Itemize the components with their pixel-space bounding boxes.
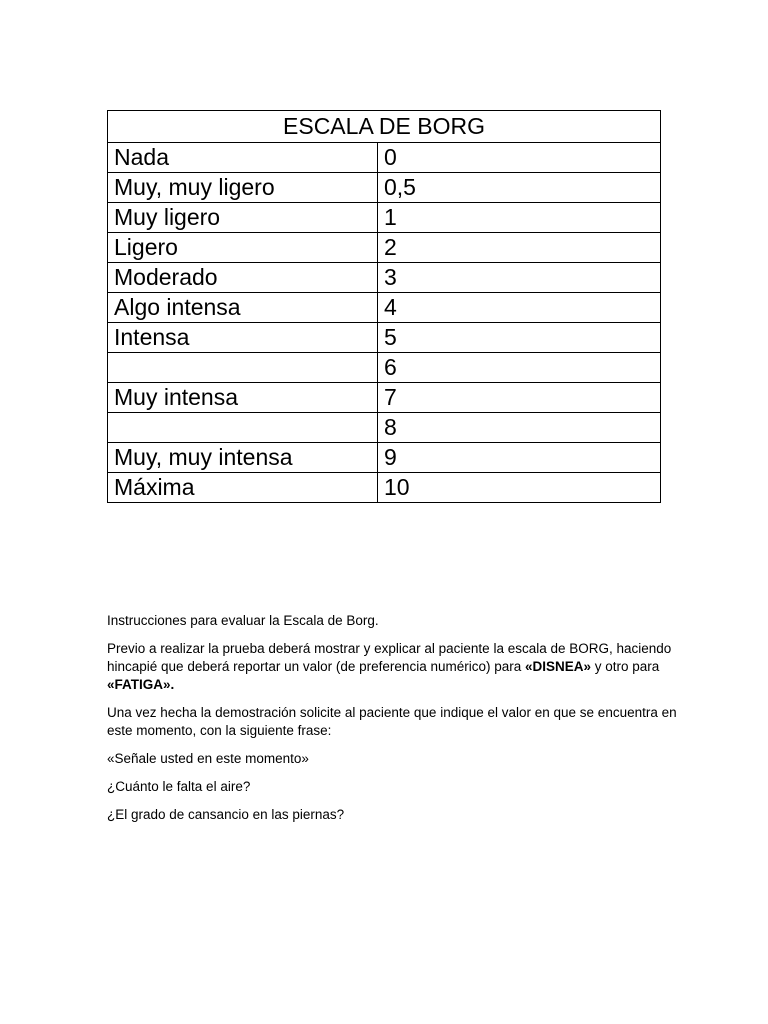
row-label: Intensa bbox=[108, 323, 378, 353]
table-title: ESCALA DE BORG bbox=[108, 111, 661, 143]
row-value: 0,5 bbox=[378, 173, 661, 203]
table-row bbox=[108, 203, 661, 233]
table-body bbox=[108, 143, 661, 503]
row-label: Moderado bbox=[108, 263, 378, 293]
table-row bbox=[108, 323, 661, 353]
row-value: 7 bbox=[378, 383, 661, 413]
disnea-label: «DISNEA» bbox=[525, 659, 592, 674]
table-row bbox=[108, 383, 661, 413]
instructions-question-fatigue: ¿El grado de cansancio en las piernas? bbox=[107, 807, 345, 822]
table-header-row bbox=[108, 111, 661, 143]
paragraph-1-connector: y otro para bbox=[591, 659, 660, 674]
table-row bbox=[108, 173, 661, 203]
row-label: Muy intensa bbox=[108, 383, 378, 413]
row-value: 9 bbox=[378, 443, 661, 473]
instructions-question-air: ¿Cuánto le falta el aire? bbox=[107, 779, 251, 794]
row-label: Muy, muy ligero bbox=[108, 173, 378, 203]
row-value: 6 bbox=[378, 353, 661, 383]
row-value: 5 bbox=[378, 323, 661, 353]
table-row bbox=[108, 473, 661, 503]
row-label: Ligero bbox=[108, 233, 378, 263]
instructions-paragraph-2: Una vez hecha la demostración solicite al paciente que indique el valor en que se encuentra en este momento, con la siguiente frase: bbox=[107, 705, 677, 738]
row-label: Nada bbox=[108, 143, 378, 173]
instructions-section bbox=[107, 612, 677, 834]
row-label bbox=[108, 353, 378, 383]
fatiga-label: «FATIGA». bbox=[107, 677, 175, 692]
table-row bbox=[108, 233, 661, 263]
paragraph-1-text: Previo a realizar la prueba deberá mostrar y explicar al paciente la escala de BORG, haciendo hincapié que deberá reportar un valor (de preferencia numérico) para bbox=[107, 641, 672, 674]
row-value: 8 bbox=[378, 413, 661, 443]
table-row bbox=[108, 413, 661, 443]
table-row bbox=[108, 143, 661, 173]
row-value: 4 bbox=[378, 293, 661, 323]
table-row bbox=[108, 353, 661, 383]
row-value: 0 bbox=[378, 143, 661, 173]
instructions-paragraph-1 bbox=[107, 640, 677, 694]
instructions-heading: Instrucciones para evaluar la Escala de Borg. bbox=[107, 613, 379, 628]
row-label: Algo intensa bbox=[108, 293, 378, 323]
row-label: Máxima bbox=[108, 473, 378, 503]
borg-scale-table bbox=[107, 110, 661, 503]
row-label: Muy ligero bbox=[108, 203, 378, 233]
row-value: 3 bbox=[378, 263, 661, 293]
row-value: 10 bbox=[378, 473, 661, 503]
instructions-phrase: «Señale usted en este momento» bbox=[107, 751, 309, 766]
table-row bbox=[108, 443, 661, 473]
row-value: 2 bbox=[378, 233, 661, 263]
table-row bbox=[108, 263, 661, 293]
row-value: 1 bbox=[378, 203, 661, 233]
table-row bbox=[108, 293, 661, 323]
row-label bbox=[108, 413, 378, 443]
row-label: Muy, muy intensa bbox=[108, 443, 378, 473]
